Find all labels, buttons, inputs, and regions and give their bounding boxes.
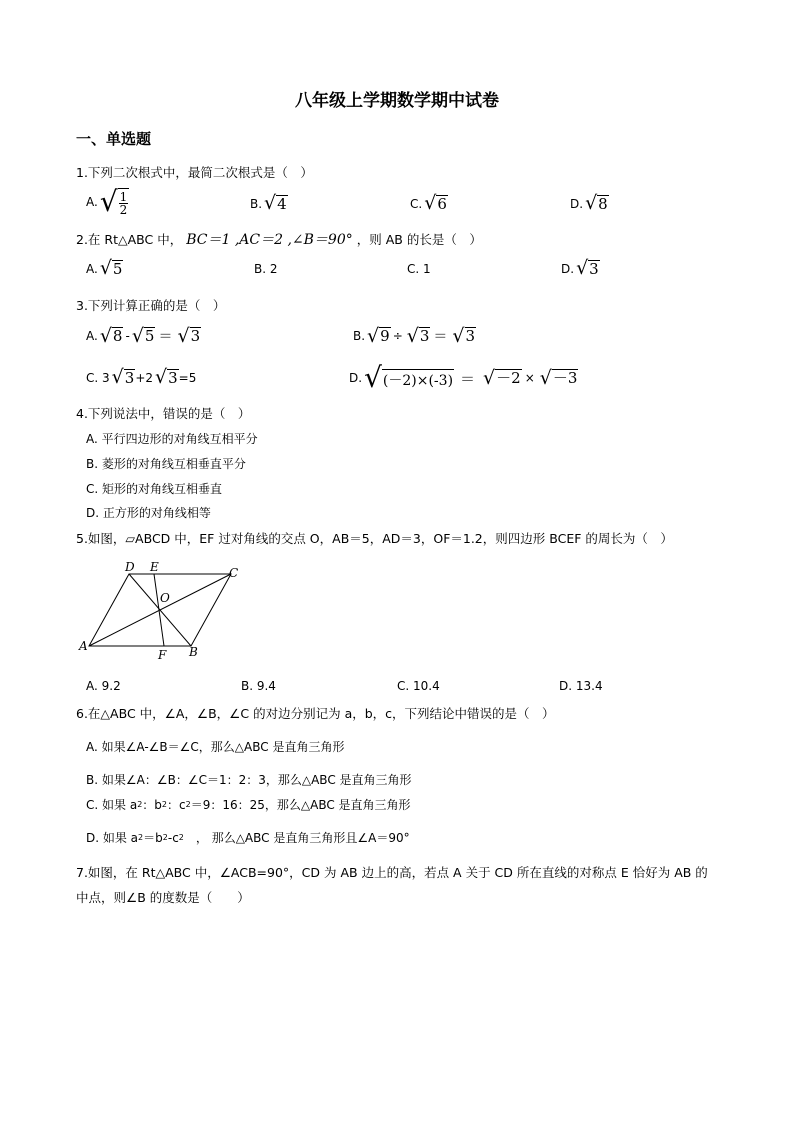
sqrt-symbol: √ 9 [367,324,390,347]
q6-option-b[interactable]: B. 如果∠A：∠B：∠C＝1：2：3，那么△ABC 是直角三角形 [86,773,412,787]
q5-option-b[interactable]: B. 9.4 [241,679,276,693]
label-o: O [160,591,170,605]
question-4-stem: 4.下列说法中，错误的是（ ） [76,406,251,421]
label-e: E [150,560,159,574]
q1-option-d[interactable]: D. √ 8 [570,192,608,214]
sqrt-symbol: √ 3 [406,324,430,347]
sqrt-symbol: √ 3 [155,366,178,388]
sqrt-symbol: √ 5 [131,324,155,347]
q4-option-c[interactable]: C. 矩形的对角线互相垂直 [86,482,223,496]
sqrt-symbol: √ －2 [483,366,521,389]
sqrt-symbol: √ 4 [264,192,287,214]
q2-option-a[interactable]: A. √ 5 [86,257,123,279]
section-heading: 一、单选题 [76,130,152,148]
sqrt-symbol: √ 6 [424,192,447,214]
sqrt-symbol: √ 3 [177,324,201,347]
diagonal-bd [129,574,191,646]
question-7-line1: 7.如图，在 Rt△ABC 中，∠ACB=90°，CD 为 AB 边上的高，若点 A 关于 CD 所在直线的对称点 E 恰好为 AB 的 [76,865,708,880]
q2-option-d[interactable]: D. √ 3 [561,257,599,279]
q3-option-b[interactable]: B. √ 9 ÷ √ 3 ＝ √ 3 [353,324,476,347]
label-c: C [229,566,239,580]
q2-option-b[interactable]: B. 2 [254,262,278,276]
sqrt-symbol: √ 8 [585,192,608,214]
q1-option-c[interactable]: C. √ 6 [410,192,447,214]
q4-option-a[interactable]: A. 平行四边形的对角线互相平分 [86,432,258,446]
label-a: A [79,639,88,653]
fraction: $\frac{1}{2}$ [119,190,128,217]
parallelogram-figure [76,558,256,664]
q3-option-c[interactable]: C. 3 √ 3 +2 √ 3 =5 [86,366,197,388]
sqrt-symbol: √ 3 [576,257,599,279]
sqrt-symbol: √ －3 [539,366,578,389]
question-3-stem: 3.下列计算正确的是（ ） [76,298,226,313]
q3-option-a[interactable]: A. √ 8 - √ 5 ＝ √ 3 [86,324,201,347]
question-5-stem: 5.如图，▱ABCD 中，EF 过对角线的交点 O，AB＝5，AD＝3，OF＝1.2，则四边形 BCEF 的周长为（ ） [76,531,673,546]
q5-option-a[interactable]: A. 9.2 [86,679,121,693]
q2-option-c[interactable]: C. 1 [407,262,431,276]
q6-option-d[interactable]: D. 如果 a 2 ＝b 2 -c 2 ， 那么△ABC 是直角三角形且∠A＝90° [86,830,410,845]
question-7-line2: 中点，则∠B 的度数是（ ） [76,890,250,905]
question-1-stem: 1.下列二次根式中，最简二次根式是（ ） [76,165,313,180]
q1-option-a[interactable]: A. √ $\frac{1}{2}$ [86,185,128,218]
q3-option-d[interactable]: D. √ (－2)×(-3) ＝ √ －2 × √ －3 [349,361,578,394]
question-6-stem: 6.在△ABC 中，∠A，∠B，∠C 的对边分别记为 a，b，c，下列结论中错误的是（ ） [76,706,555,721]
q4-option-b[interactable]: B. 菱形的对角线互相垂直平分 [86,457,246,471]
sqrt-symbol: √ 8 [99,324,123,347]
sqrt-symbol: √ (－2)×(-3) [364,361,454,394]
q5-option-d[interactable]: D. 13.4 [559,679,603,693]
q5-option-c[interactable]: C. 10.4 [397,679,440,693]
sqrt-symbol: √ 3 [452,324,476,347]
page-title: 八年级上学期数学期中试卷 [295,91,499,111]
sqrt-symbol: √ 5 [99,257,123,279]
q6-option-c[interactable]: C. 如果 a 2 ：b 2 ：c 2 ＝9：16：25，那么△ABC 是直角三角形 [86,798,411,812]
q6-option-a[interactable]: A. 如果∠A-∠B＝∠C，那么△ABC 是直角三角形 [86,740,345,754]
segment-ef [154,574,164,646]
label-d: D [125,560,135,574]
label-f: F [158,648,167,662]
question-2-stem: 2.在 Rt△ABC 中， BC＝1 ,AC＝2 ,∠B＝90° ，则 AB 的长是（ ） [76,232,482,248]
sqrt-symbol: √ 3 [111,366,135,388]
q1-option-b[interactable]: B. √ 4 [250,192,287,214]
q4-option-d[interactable]: D. 正方形的对角线相等 [86,506,211,520]
label-b: B [189,645,198,659]
sqrt-symbol: √ $\frac{1}{2}$ [99,185,128,218]
